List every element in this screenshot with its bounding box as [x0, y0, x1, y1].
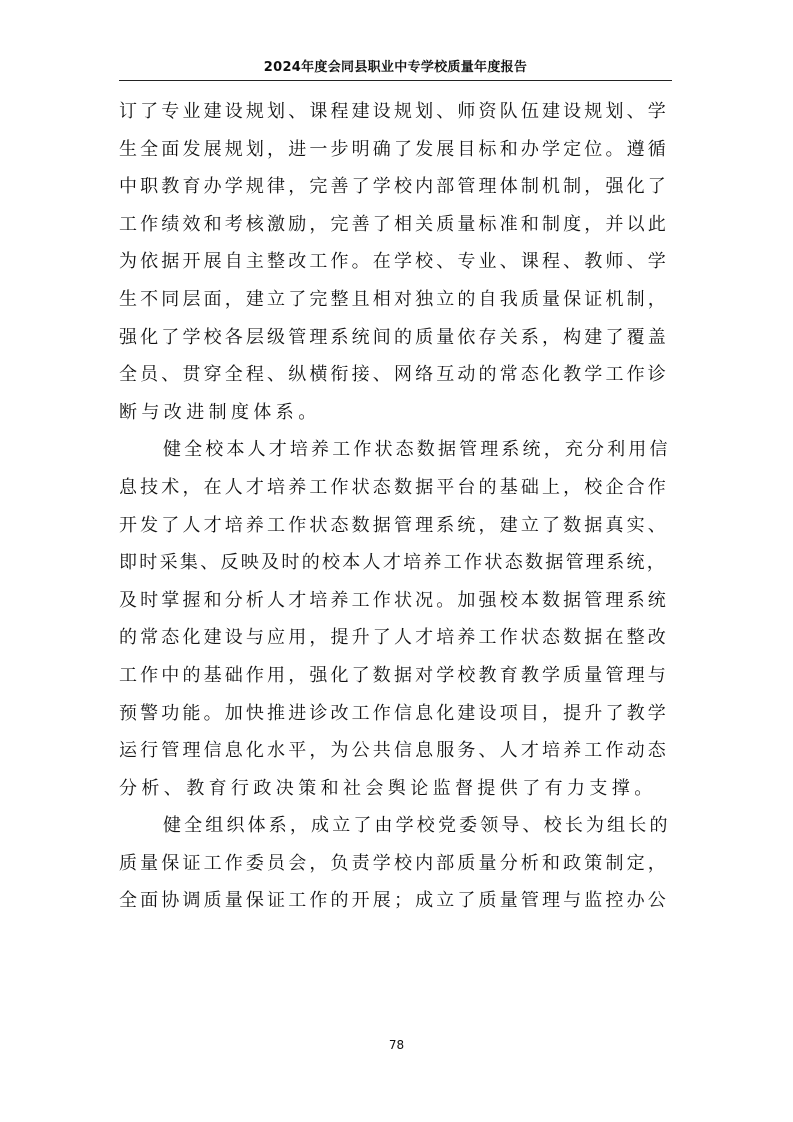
paragraph-1-line-3: 中职教育办学规律，完善了学校内部管理体制机制，强化了 — [119, 176, 669, 198]
paragraph-1-line-1: 订了专业建设规划、课程建设规划、师资队伍建设规划、学 — [119, 101, 669, 122]
paragraph-2-line-10: 分析、教育行政决策和社会舆论监督提供了有力支撑。 — [119, 777, 657, 799]
paragraph-2-line-1: 健全校本人才培养工作状态数据管理系统，充分利用信 — [163, 439, 671, 461]
paragraph-2-line-6: 的常态化建设与应用，提升了人才培养工作状态数据在整改 — [119, 627, 669, 649]
paragraph-1-line-8: 全员、贯穿全程、纵横衔接、网络互动的常态化教学工作诊 — [119, 364, 669, 386]
header-divider — [119, 80, 672, 81]
paragraph-1-line-4: 工作绩效和考核激励，完善了相关质量标准和制度，并以此 — [119, 213, 669, 235]
paragraph-2-line-7: 工作中的基础作用，强化了数据对学校教育教学质量管理与 — [119, 664, 669, 686]
paragraph-3-line-1: 健全组织体系，成立了由学校党委领导、校长为组长的 — [163, 815, 671, 837]
page-number: 78 — [388, 1038, 405, 1052]
paragraph-1-line-6: 生不同层面，建立了完整且相对独立的自我质量保证机制， — [119, 288, 669, 310]
paragraph-2-line-2: 息技术，在人才培养工作状态数据平台的基础上，校企合作 — [119, 476, 669, 498]
paragraph-3-line-3: 全面协调质量保证工作的开展；成立了质量管理与监控办公 — [119, 890, 669, 912]
paragraph-2-line-4: 即时采集、反映及时的校本人才培养工作状态数据管理系统， — [119, 552, 668, 574]
page-header-title: 2024年度会同县职业中专学校质量年度报告 — [263, 60, 528, 75]
paragraph-1-line-2: 生全面发展规划，进一步明确了发展目标和办学定位。遵循 — [119, 138, 669, 160]
paragraph-2-line-9: 运行管理信息化水平，为公共信息服务、人才培养工作动态 — [119, 740, 669, 762]
paragraph-3-line-2: 质量保证工作委员会，负责学校内部质量分析和政策制定， — [119, 852, 669, 874]
paragraph-2-line-5: 及时掌握和分析人才培养工作状况。加强校本数据管理系统 — [119, 589, 669, 611]
paragraph-2-line-8: 预警功能。加快推进诊改工作信息化建设项目，提升了教学 — [119, 702, 669, 724]
paragraph-1-line-9: 断与改进制度体系。 — [119, 401, 321, 423]
report-body — [119, 93, 672, 920]
paragraph-1-line-7: 强化了学校各层级管理系统间的质量依存关系，构建了覆盖 — [119, 326, 669, 348]
paragraph-1-line-5: 为依据开展自主整改工作。在学校、专业、课程、教师、学 — [119, 251, 669, 273]
paragraph-2-line-3: 开发了人才培养工作状态数据管理系统，建立了数据真实、 — [119, 514, 669, 536]
